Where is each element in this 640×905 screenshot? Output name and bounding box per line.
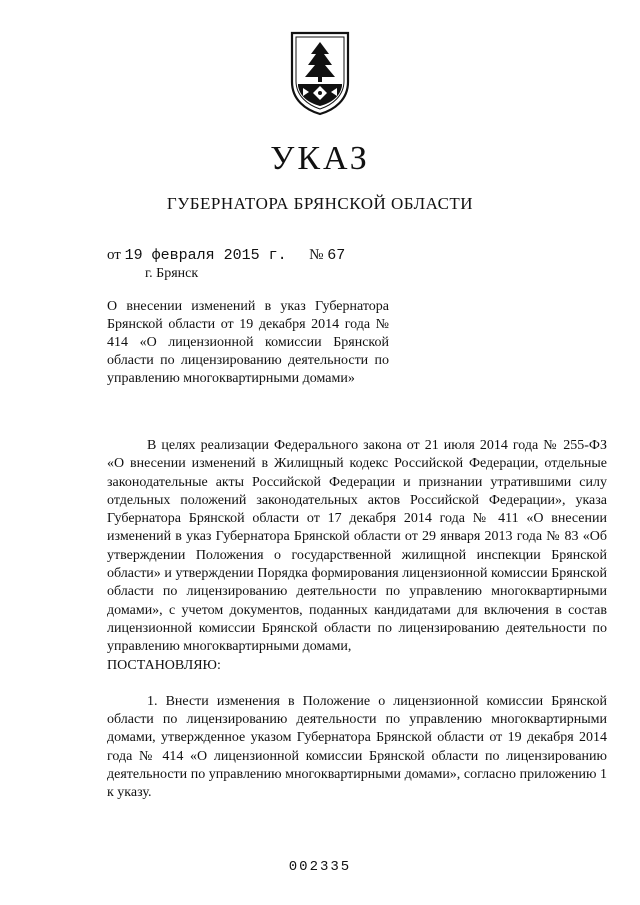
serial-number: 002335 xyxy=(288,859,352,875)
resolve-heading: ПОСТАНОВЛЯЮ: xyxy=(107,657,221,673)
decree-date-line xyxy=(107,247,345,264)
coat-of-arms-emblem xyxy=(289,30,351,116)
decree-date: 19 февраля 2015 г. xyxy=(124,247,287,264)
decree-city: г. Брянск xyxy=(145,266,199,281)
preamble-paragraph: В целях реализации Федерального закона от 21 июля 2014 года № 255-ФЗ «О внесении изменений в Жилищный кодекс Российской Федерации, отдельные законодательные акты Российской Федерации и признании утратившими силу отдельных положений законодательных актов Российской Федерации», указа Губернатора Брянской области от 17 декабря 2014 года № 411 «О внесении изменений в указ Губернатора Брянской области от 29 января 2013 года № 83 «Об утверждении Положения о государственной жилищной инспекции Брянской области» и утверждении Порядка формирования лицензионной комиссии Брянской области по лицензированию деятельности по управлению многоквартирными домами», с учетом документов, поданных кандидатами для включения в состав лицензионной комиссии Брянской области по лицензированию деятельности по управлению многоквартирными домами, xyxy=(107,438,607,655)
decree-number: 67 xyxy=(327,247,346,264)
document-title: УКАЗ xyxy=(270,140,370,177)
decree-body xyxy=(107,437,607,803)
decree-subject: О внесении изменений в указ Губернатора Брянской области от 19 декабря 2014 года № 414 «О лицензионной комиссии Брянской области по лицензированию деятельности по управлению многоквартирными домами» xyxy=(107,299,389,386)
number-prefix: № xyxy=(309,247,324,263)
date-prefix: от xyxy=(107,247,121,263)
item-1-paragraph: 1. Внести изменения в Положение о лицензионной комиссии Брянской области по лицензированию деятельности по управлению многоквартирными домами, утвержденное указом Губернатора Брянской области от 19 декабря 2014 года № 414 «О лицензионной комиссии Брянской области по лицензированию деятельности по управлению многоквартирными домами», согласно приложению 1 к указу. xyxy=(107,693,607,801)
document-subtitle: ГУБЕРНАТОРА БРЯНСКОЙ ОБЛАСТИ xyxy=(166,194,474,213)
